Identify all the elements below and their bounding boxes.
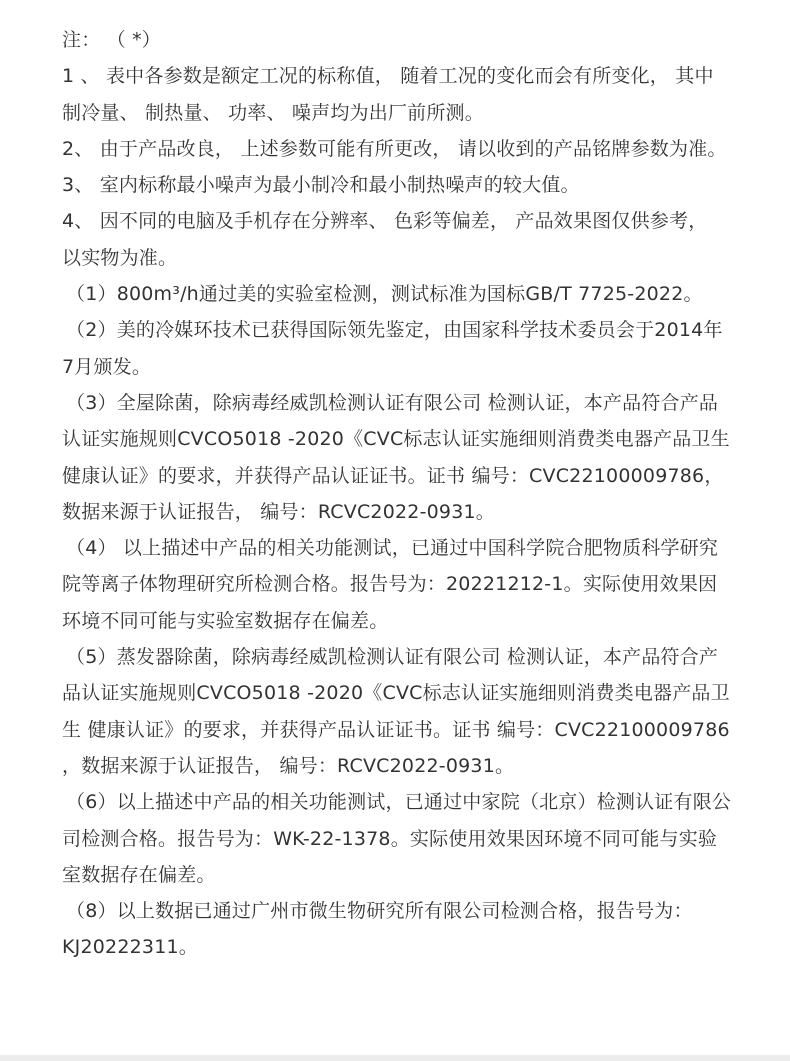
note-line: 3、 室内标称最小噪声为最小制冷和最小制热噪声的较大值。	[62, 174, 580, 197]
note-line: 院等离子体物理研究所检测合格。报告号为：20221212-1。实际使用效果因	[62, 573, 718, 596]
note-line: （6）以上描述中产品的相关功能测试，已通过中家院（北京）检测认证有限公	[66, 791, 732, 814]
note-line: 健康认证》的要求，并获得产品认证证书。证书 编号：CVC22100009786，	[62, 464, 724, 487]
notes-section	[62, 22, 762, 966]
note-line: KJ20222311。	[62, 936, 198, 959]
note-line: 7月颁发。	[62, 355, 152, 378]
note-line: 生 健康认证》的要求，并获得产品认证证书。证书 编号：CVC22100009786	[62, 718, 730, 741]
note-line: （2）美的冷媒环技术已获得国际领先鉴定，由国家科学技术委员会于2014年	[66, 319, 723, 342]
note-line: 以实物为准。	[62, 246, 178, 269]
note-line: 室数据存在偏差。	[62, 863, 216, 886]
notes-heading: 注： （ *）	[62, 29, 161, 51]
bottom-divider	[0, 1055, 790, 1061]
note-line: （1）800m³/h通过美的实验室检测，测试标准为国标GB/T 7725-2022。	[66, 283, 703, 306]
note-line: ，数据来源于认证报告， 编号：RCVC2022-0931。	[62, 754, 515, 777]
note-line: 制冷量、 制热量、 功率、 噪声均为出厂前所测。	[62, 101, 484, 124]
note-line: 2、 由于产品改良， 上述参数可能有所更改， 请以收到的产品铭牌参数为准。	[62, 137, 727, 160]
note-line: 数据来源于认证报告， 编号：RCVC2022-0931。	[62, 500, 495, 523]
note-line: （4） 以上描述中产品的相关功能测试，已通过中国科学院合肥物质科学研究	[66, 537, 719, 560]
note-line: 认证实施规则CVCO5018 -2020《CVC标志认证实施细则消费类电器产品卫生	[62, 428, 730, 451]
note-line: 4、 因不同的电脑及手机存在分辨率、 色彩等偏差， 产品效果图仅供参考，	[62, 210, 708, 233]
note-line: 1 、 表中各参数是额定工况的标称值， 随着工况的变化而会有所变化， 其中	[62, 65, 714, 88]
note-line: （3）全屋除菌，除病毒经威凯检测认证有限公司 检测认证，本产品符合产品	[66, 391, 719, 414]
note-line: 品认证实施规则CVCO5018 -2020《CVC标志认证实施细则消费类电器产品卫	[62, 682, 730, 705]
note-line: （8）以上数据已通过广州市微生物研究所有限公司检测合格，报告号为：	[66, 900, 693, 923]
note-line: 司检测合格。报告号为：WK-22-1378。实际使用效果因环境不同可能与实验	[62, 827, 718, 850]
note-line: （5）蒸发器除菌，除病毒经威凯检测认证有限公司 检测认证，本产品符合产	[66, 646, 719, 669]
note-line: 环境不同可能与实验室数据存在偏差。	[62, 609, 389, 632]
